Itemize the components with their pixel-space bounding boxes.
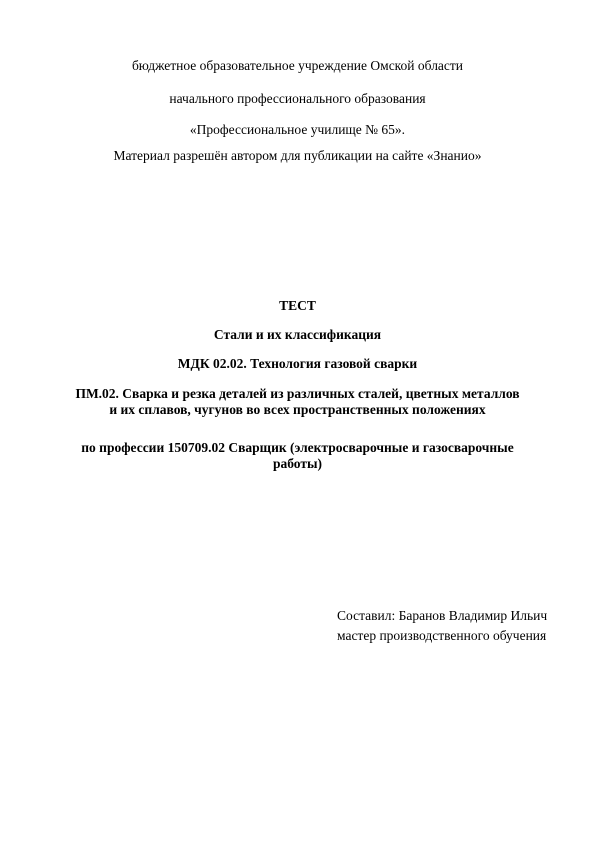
author-name: Составил: Баранов Владимир Ильич bbox=[337, 608, 548, 623]
module-line-2: и их сплавов, чугунов во всех пространственных положениях bbox=[109, 402, 486, 417]
profession-line-2: работы) bbox=[272, 456, 323, 471]
document-title: ТЕСТ bbox=[279, 298, 316, 313]
institution-type: бюджетное образовательное учреждение Омской области bbox=[131, 58, 464, 73]
institution-name: «Профессиональное училище № 65». bbox=[189, 122, 406, 137]
course-name: МДК 02.02. Технология газовой сварки bbox=[177, 356, 418, 371]
education-level: начального профессионального образования bbox=[169, 91, 426, 106]
test-topic: Стали и их классификация bbox=[213, 327, 382, 342]
profession-line-1: по профессии 150709.02 Сварщик (электросварочные и газосварочные bbox=[81, 440, 514, 455]
publication-permission: Материал разрешён автором для публикации на сайте «Знанио» bbox=[113, 148, 482, 163]
module-description bbox=[60, 386, 535, 418]
profession-description bbox=[60, 440, 535, 472]
author-position: мастер производственного обучения bbox=[337, 628, 547, 643]
module-line-1: ПМ.02. Сварка и резка деталей из различных сталей, цветных металлов bbox=[75, 386, 520, 401]
